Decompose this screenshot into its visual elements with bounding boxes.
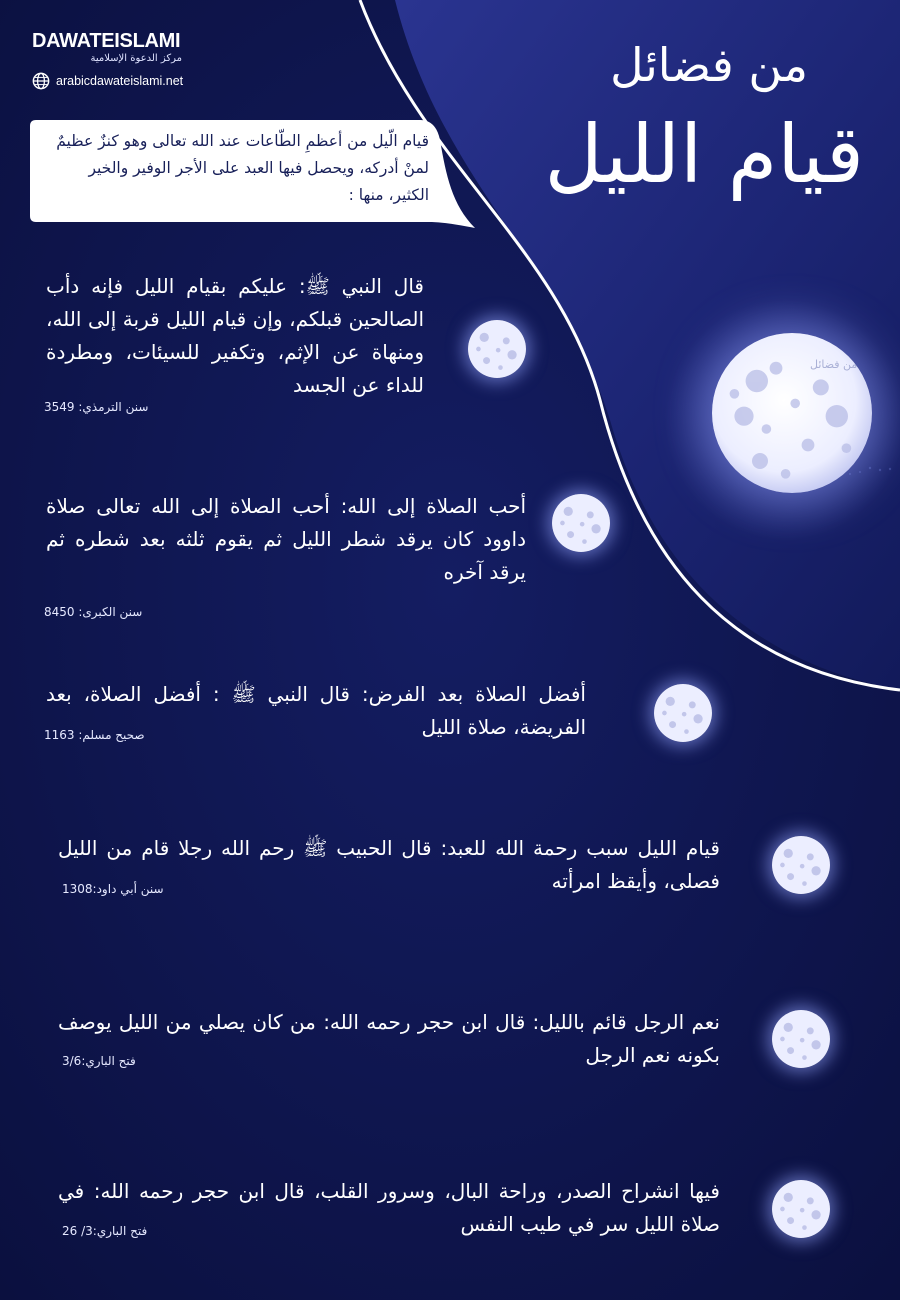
intro-text: قيام الّيل من أعظمِ الطّاعات عند الله تعالى وهو كنزٌ عظيمٌ لمنْ أدركه، ويحصل فيها العبد على الأجر الوفير والخير الكثير، منها : bbox=[56, 132, 429, 204]
brand-subtitle: مركز الدعوة الإسلامية bbox=[90, 53, 182, 64]
page-title-line2: قيام الليل bbox=[544, 108, 864, 201]
virtue-item-5: نعم الرجل قائم بالليل: قال ابن حجر رحمه الله: من كان يصلي من الليل يوصف بكونه نعم الرجل bbox=[58, 1010, 720, 1067]
big-moon-label: من فضائل bbox=[810, 358, 858, 371]
moon-icon bbox=[468, 320, 526, 378]
moon-icon bbox=[772, 836, 830, 894]
virtue-item-4-source: سنن أبي داود:1308 bbox=[62, 882, 164, 896]
virtue-item-5-source: فتح الباري:3/6 bbox=[62, 1054, 136, 1068]
moon-icon bbox=[552, 494, 610, 552]
globe-icon bbox=[32, 72, 50, 90]
moon-icon bbox=[654, 684, 712, 742]
big-moon-icon bbox=[712, 333, 872, 493]
brand-name: DAWATEISLAMI bbox=[32, 30, 181, 52]
virtue-item-2-source: سنن الكبرى: 8450 bbox=[44, 605, 143, 619]
page-title-line1: من فضائل bbox=[610, 38, 808, 92]
virtue-item-6-source: فتح الباري:3/ 26 bbox=[62, 1224, 148, 1238]
moon-icon bbox=[772, 1180, 830, 1238]
virtue-item-6: فيها انشراح الصدر، وراحة البال، وسرور القلب، قال ابن حجر رحمه الله: في صلاة الليل سر في طيب النفس bbox=[58, 1179, 720, 1236]
virtue-item-4: قيام الليل سبب رحمة الله للعبد: قال الحبيب ﷺ رحم الله رجلا قام من الليل فصلى، وأيقظ امرأته bbox=[58, 836, 720, 893]
virtue-item-1: قال النبي ﷺ: عليكم بقيام الليل فإنه دأب الصالحين قبلكم، وإن قيام الليل قربة إلى الله، ومنهاة عن الإثم، وتكفير للسيئات، ومطردة للداء عن الجسد bbox=[46, 274, 424, 397]
website-link[interactable]: arabicdawateislami.net bbox=[56, 74, 184, 88]
moon-icon bbox=[772, 1010, 830, 1068]
virtue-item-1-source: سنن الترمذي: 3549 bbox=[44, 400, 149, 414]
virtue-item-3-source: صحيح مسلم: 1163 bbox=[44, 728, 145, 742]
virtue-item-3: أفضل الصلاة بعد الفرض: قال النبي ﷺ : أفضل الصلاة، بعد الفريضة، صلاة الليل bbox=[46, 682, 586, 739]
brand-logo bbox=[32, 30, 192, 65]
virtue-item-2: أحب الصلاة إلى الله: أحب الصلاة إلى الله تعالى صلاة داوود كان يرقد شطر الليل ثم يقوم ثلثه بعد شطره ثم يرقد آخره bbox=[46, 494, 526, 584]
website-row[interactable] bbox=[32, 72, 183, 90]
